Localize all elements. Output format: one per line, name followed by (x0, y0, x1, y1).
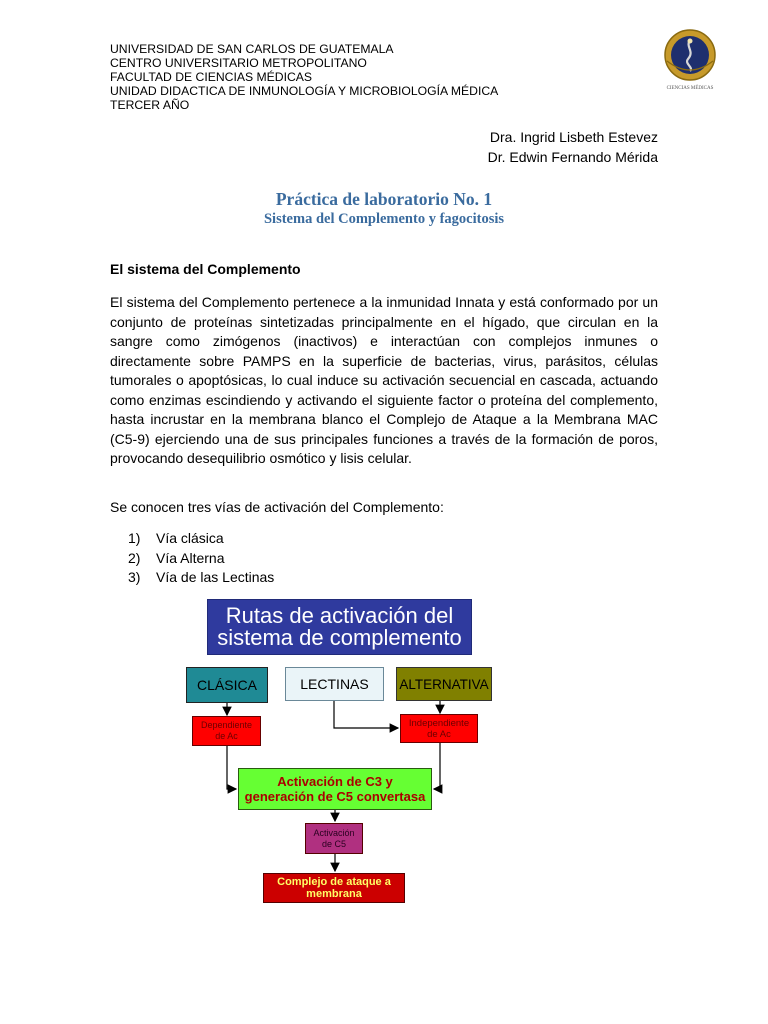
lectinas-box: LECTINAS (285, 667, 384, 701)
dependiente-box: Dependiente de Ac (192, 716, 261, 746)
arrow-independiente-to-c3 (434, 743, 440, 789)
mac-box: Complejo de ataque a membrana (263, 873, 405, 903)
list-item: 3) Vía de las Lectinas (128, 569, 275, 585)
institution-header (110, 43, 498, 113)
c5-activation-box: Activación de C5 (305, 823, 363, 854)
page-title: Práctica de laboratorio No. 1 (275, 189, 493, 209)
header-line-year: TERCER AÑO (110, 97, 190, 112)
header-line-unit: UNIDAD DIDACTICA DE INMUNOLOGÍA Y MICROBIOLOGÍA MÉDICA (110, 83, 499, 98)
clasica-box: CLÁSICA (186, 667, 268, 703)
list-item: 1) Vía clásica (128, 530, 224, 546)
pathways-intro: Se conocen tres vías de activación del Complemento: (110, 499, 444, 515)
author-1: Dra. Ingrid Lisbeth Estevez (489, 129, 658, 145)
list-item: 2) Vía Alterna (128, 549, 225, 566)
body-paragraph: El sistema del Complemento pertenece a la inmunidad Innata y está conformado por un conjunto de proteínas sintetizadas principalmente en el hígado, que circulan en la sangre como zimógenos (inactivos) e interactúan con complejos inmunes o directamente sobre PAMPS en la superficie de bacterias, virus, parásitos, células tumorales o apoptósicas, lo cual induce su activación secuencial en cascada, actuando como enzimas escindiendo y activando el siguiente factor o proteína del complemento, hasta incrustar en la membrana blanco el Complejo de Ataque a la Membrana MAC (C5-9) ejerciendo una de sus principales funciones a través de la formación de poros, provocando desequilibrio osmótico y lisis celular. (110, 294, 658, 466)
arrow-lectinas-to-independiente (334, 701, 398, 728)
section-heading: El sistema del Complemento (110, 261, 301, 277)
diagram-title-box: Rutas de activación del sistema de complemento (207, 599, 472, 655)
c3-activation-box: Activación de C3 y generación de C5 convertasa (238, 768, 432, 810)
header-line-center: CENTRO UNIVERSITARIO METROPOLITANO (110, 55, 367, 70)
header-line-university: UNIVERSIDAD DE SAN CARLOS DE GUATEMALA (110, 42, 394, 56)
alternativa-box: ALTERNATIVA (396, 667, 492, 701)
page-subtitle: Sistema del Complemento y fagocitosis (263, 211, 505, 227)
header-line-faculty: FACULTAD DE CIENCIAS MÉDICAS (110, 69, 313, 84)
authors-block (488, 128, 658, 167)
pathways-list (128, 529, 274, 588)
independiente-box: Independiente de Ac (400, 714, 478, 743)
logo-caption: CIENCIAS MÉDICAS (666, 86, 714, 91)
university-seal-icon (657, 27, 723, 93)
arrow-dependiente-to-c3 (227, 746, 236, 789)
author-2: Dr. Edwin Fernando Mérida (487, 148, 658, 165)
